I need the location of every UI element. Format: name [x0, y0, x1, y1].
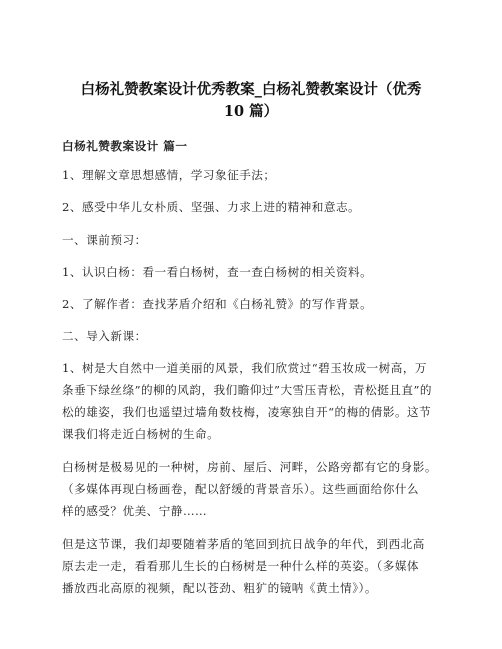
- paragraph-line: 样的感受？优美、宁静……: [62, 504, 208, 518]
- paragraph-line: 课我们将走近白杨树的生命。: [62, 427, 220, 441]
- preview-item-2: 2、了解作者：查找茅盾介绍和《白杨礼赞》的写作背景。: [62, 297, 373, 311]
- paragraph-line: 原去走一走，看看那儿生长的白杨树是一种什么样的英姿。（多媒体: [62, 559, 420, 573]
- paragraph-line: 白杨树是极易见的一种树，房前、屋后、河畔，公路旁都有它的身影。: [62, 460, 437, 474]
- paragraph-line: 但是这节课，我们却要随着茅盾的笔回到抗日战争的年代，到西北高: [62, 537, 425, 551]
- paragraph-line: 1、树是大自然中一道美丽的风景，我们欣赏过“碧玉妆成一树高，万: [62, 361, 428, 375]
- paragraph-line: 条垂下绿丝绦”的柳的风韵，我们瞻仰过”大雪压青松，青松挺且直”的: [62, 383, 433, 397]
- section-heading: 白杨礼赞教案设计 篇一: [62, 139, 188, 153]
- objective-2: 2、感受中华儿女朴质、坚强、力求上进的精神和意志。: [62, 200, 361, 214]
- preview-item-1: 1、认识白杨：看一看白杨树，查一查白杨树的相关资料。: [62, 265, 373, 279]
- intro-heading: 二、导入新课：: [62, 329, 147, 343]
- paragraph-line: （多媒体再现白杨画卷，配以舒缓的背景音乐）。这些画面给你什么: [62, 482, 420, 496]
- paragraph-line: 松的雄姿，我们也遥望过墙角数枝梅，凌寒独自开“的梅的倩影。这节: [62, 405, 432, 419]
- document-title-line-2: 10 篇）: [223, 103, 279, 120]
- document-title-line-1: 白杨礼赞教案设计优秀教案_白杨礼赞教案设计（优秀: [80, 81, 422, 98]
- preview-heading: 一、课前预习：: [62, 233, 147, 247]
- objective-1: 1、理解文章思想感情，学习象征手法；: [62, 168, 276, 182]
- paragraph-line: 播放西北高原的视频，配以苍劲、粗犷的镜呐《黄土情》）。: [62, 581, 377, 595]
